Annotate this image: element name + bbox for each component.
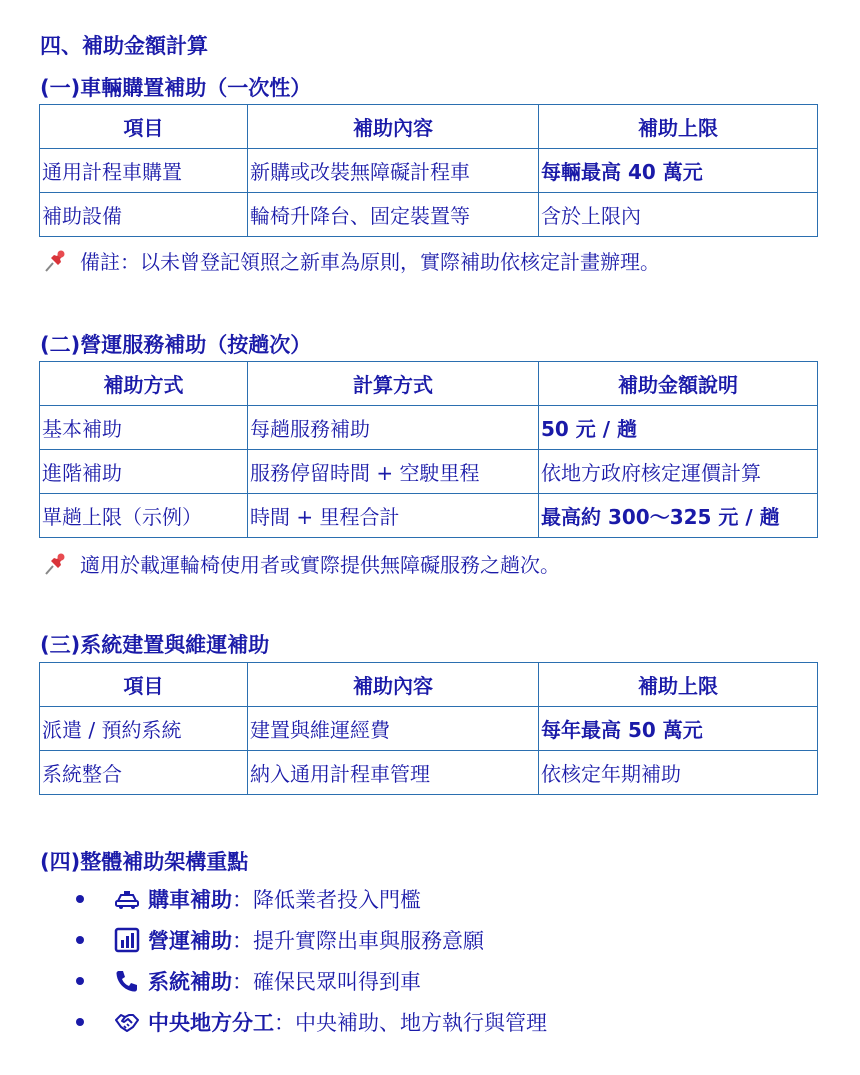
table-cell: 系統整合 bbox=[40, 751, 248, 795]
table-cell: 輪椅升降台、固定裝置等 bbox=[248, 193, 539, 237]
table-row bbox=[40, 450, 818, 494]
table-cell: 含於上限內 bbox=[539, 193, 818, 237]
item-text: ：降低業者投入門檻 bbox=[232, 887, 421, 912]
table-row bbox=[40, 193, 818, 237]
list-item bbox=[40, 919, 547, 960]
table-cell: 依核定年期補助 bbox=[539, 751, 818, 795]
table-header: 補助金額說明 bbox=[539, 362, 818, 406]
s1-note bbox=[42, 246, 660, 275]
table-cell: 單趟上限（示例） bbox=[40, 494, 248, 538]
item-text: ：提升實際出車與服務意願 bbox=[232, 928, 484, 953]
item-text: ：中央補助、地方執行與管理 bbox=[274, 1010, 547, 1035]
table-header: 補助上限 bbox=[539, 663, 818, 707]
table-header: 補助內容 bbox=[248, 663, 539, 707]
table-cell: 通用計程車購置 bbox=[40, 149, 248, 193]
item-label: 中央地方分工 bbox=[148, 1010, 274, 1035]
item-label: 系統補助 bbox=[148, 969, 232, 994]
s2-note bbox=[42, 549, 560, 578]
list-item bbox=[40, 1001, 547, 1042]
table-cell: 補助設備 bbox=[40, 193, 248, 237]
table-row bbox=[40, 494, 818, 538]
taxi-icon bbox=[114, 886, 140, 912]
bullet bbox=[76, 895, 84, 903]
table-cell: 最高約 300～325 元 / 趟 bbox=[539, 494, 818, 538]
bullet bbox=[76, 1018, 84, 1026]
bar-chart-icon bbox=[114, 927, 140, 953]
table-cell: 納入通用計程車管理 bbox=[248, 751, 539, 795]
s1-table bbox=[39, 104, 818, 237]
table-header-row bbox=[40, 105, 818, 149]
table-cell: 建置與維運經費 bbox=[248, 707, 539, 751]
table-header: 補助上限 bbox=[539, 105, 818, 149]
table-header-row bbox=[40, 362, 818, 406]
table-cell: 服務停留時間 + 空駛里程 bbox=[248, 450, 539, 494]
item-label: 購車補助 bbox=[148, 887, 232, 912]
section-title: 四、補助金額計算 bbox=[40, 34, 208, 58]
bullet bbox=[76, 936, 84, 944]
table-row bbox=[40, 751, 818, 795]
table-header: 補助方式 bbox=[40, 362, 248, 406]
key-points-list bbox=[40, 878, 547, 1042]
table-header: 補助內容 bbox=[248, 105, 539, 149]
table-cell: 50 元 / 趟 bbox=[539, 406, 818, 450]
s1-title: (一)車輛購置補助（一次性） bbox=[40, 76, 312, 100]
table-cell: 派遣 / 預約系統 bbox=[40, 707, 248, 751]
handshake-icon bbox=[114, 1009, 140, 1035]
table-header: 項目 bbox=[40, 105, 248, 149]
s4-title: (四)整體補助架構重點 bbox=[40, 850, 249, 874]
bullet bbox=[76, 977, 84, 985]
table-header: 項目 bbox=[40, 663, 248, 707]
phone-icon bbox=[114, 968, 140, 994]
table-row bbox=[40, 149, 818, 193]
table-cell: 每輛最高 40 萬元 bbox=[539, 149, 818, 193]
item-label: 營運補助 bbox=[148, 928, 232, 953]
pushpin-icon bbox=[42, 551, 68, 577]
s3-title: (三)系統建置與維運補助 bbox=[40, 633, 270, 657]
note-text: 備註：以未曾登記領照之新車為原則，實際補助依核定計畫辦理。 bbox=[80, 250, 660, 274]
table-cell: 時間 + 里程合計 bbox=[248, 494, 539, 538]
s3-table bbox=[39, 662, 818, 795]
table-cell: 進階補助 bbox=[40, 450, 248, 494]
item-text: ：確保民眾叫得到車 bbox=[232, 969, 421, 994]
note-text: 適用於載運輪椅使用者或實際提供無障礙服務之趟次。 bbox=[80, 553, 560, 577]
s2-table bbox=[39, 361, 818, 538]
table-header: 計算方式 bbox=[248, 362, 539, 406]
table-header-row bbox=[40, 663, 818, 707]
table-row bbox=[40, 707, 818, 751]
s2-title: (二)營運服務補助（按趟次） bbox=[40, 333, 312, 357]
pushpin-icon bbox=[42, 248, 68, 274]
table-cell: 每趟服務補助 bbox=[248, 406, 539, 450]
table-cell: 新購或改裝無障礙計程車 bbox=[248, 149, 539, 193]
table-cell: 基本補助 bbox=[40, 406, 248, 450]
list-item bbox=[40, 960, 547, 1001]
table-cell: 每年最高 50 萬元 bbox=[539, 707, 818, 751]
list-item bbox=[40, 878, 547, 919]
table-row bbox=[40, 406, 818, 450]
table-cell: 依地方政府核定運價計算 bbox=[539, 450, 818, 494]
